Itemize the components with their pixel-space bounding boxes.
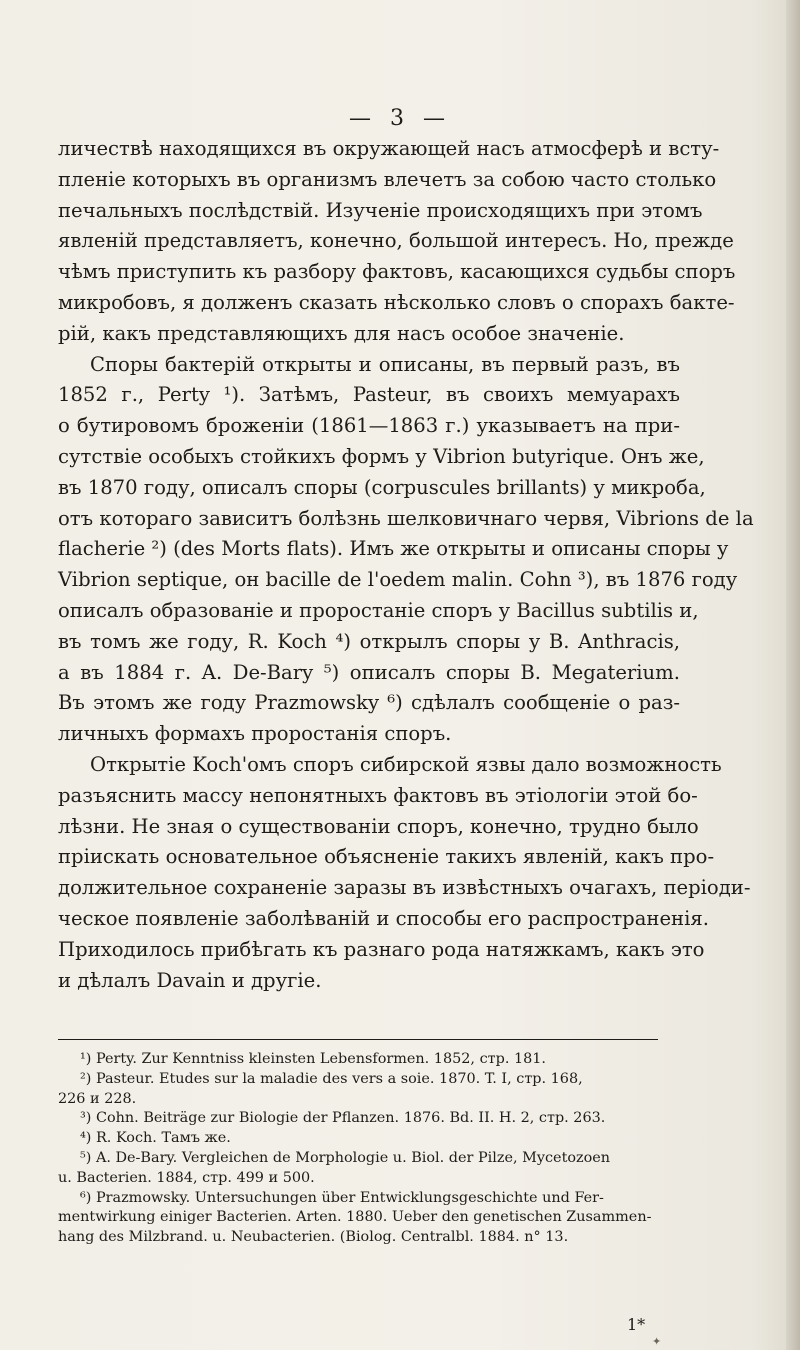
text-line: Споры бактерій открыты и описаны, въ первый разъ, въ [90,352,680,376]
text-line: рій, какъ представляющихъ для насъ особое значеніе. [58,321,625,345]
body-text [58,134,754,996]
page-number: — 3 — [349,106,451,131]
ink-speck: ✦ [652,1335,662,1348]
footnotes [58,1050,670,1248]
footnote-line: ¹) Perty. Zur Kenntniss kleinsten Lebensformen. 1852, стр. 181. [80,1051,547,1067]
text-line: личныхъ формахъ проростанія споръ. [58,722,452,746]
footnote-line: hang des Milzbrand. u. Neubacterien. (Biolog. Centralbl. 1884. n° 13. [58,1229,569,1246]
signature-mark: 1* [627,1315,646,1334]
text-line: въ томъ же году, R. Koch ⁴) открылъ споры у B. Anthracis, [58,629,680,653]
footnote-divider [58,1039,658,1040]
text-line: лѣзни. Не зная о существованіи споръ, конечно, трудно было [58,814,699,838]
footnote-line: ⁴) R. Koch. Тамъ же. [80,1130,231,1147]
text-line: и дѣлалъ Davain и другіе. [58,968,322,992]
text-line: печальныхъ послѣдствій. Изученіе происходящихъ при этомъ [58,198,703,222]
text-line: Vibrion septique, он bacille de l'oedem malin. Cohn ³), въ 1876 году [58,568,738,592]
text-line: Открытіе Koch'омъ споръ сибирской язвы дало возможность [90,752,722,776]
text-line: ческое появленіе заболѣваній и способы его распространенія. [58,906,709,930]
text-line: Въ этомъ же году Prazmowsky ⁶) сдѣлалъ сообщеніе о раз- [58,691,680,715]
page-edge [786,0,800,1350]
text-line: должительное сохраненіе заразы въ извѣстныхъ очагахъ, періоди- [58,876,751,900]
footnote-line: ⁵) A. De-Bary. Vergleichen de Morphologie u. Biol. der Pilze, Mycetozoen [80,1149,611,1166]
text-line: пленіе которыхъ въ организмъ влечетъ за собою часто столько [58,167,717,191]
footnote-line: ²) Pasteur. Etudes sur la maladie des vers a soie. 1870. T. I, стр. 168, [80,1070,583,1087]
footnote-line: 226 и 228. [58,1090,137,1107]
text-line: разъяснить массу непонятныхъ фактовъ въ этіологіи этой бо- [58,783,698,807]
text-line: о бутировомъ броженіи (1861—1863 г.) указываетъ на при- [58,414,680,438]
footnote-line: u. Bacterien. 1884, стр. 499 и 500. [58,1169,315,1186]
footnote-line: ⁶) Prazmowsky. Untersuchungen über Entwicklungsgeschichte und Fer- [80,1189,604,1206]
footnote-line: ³) Cohn. Beiträge zur Biologie der Pflanzen. 1876. Bd. II. H. 2, стр. 263. [80,1110,606,1127]
text-line: flacherie ²) (des Morts flats). Имъ же открыты и описаны споры у [58,537,729,561]
text-line: чѣмъ приступить къ разбору фактовъ, касающихся судьбы споръ [58,260,736,284]
footnote-line: mentwirkung einiger Bacterien. Arten. 1880. Ueber den genetischen Zusammen- [58,1209,652,1226]
text-line: личествѣ находящихся въ окружающей насъ атмосферѣ и всту- [58,137,720,160]
text-line: пріискать основательное объясненіе такихъ явленій, какъ про- [58,845,715,869]
text-line: 1852 г., Perty ¹). Затѣмъ, Pasteur, въ своихъ мемуарахъ [58,383,680,407]
text-line: описалъ образованіе и проростаніе споръ у Bacillus subtilis и, [58,598,699,622]
text-line: отъ котораго зависитъ болѣзнь шелковичнаго червя, Vibrions de la [58,506,754,530]
text-line: сутствіе особыхъ стойкихъ формъ у Vibrion butyrique. Онъ же, [58,444,705,468]
text-line: явленій представляетъ, конечно, большой интересъ. Но, прежде [58,229,734,253]
text-line: а въ 1884 г. A. De-Bary ⁵) описалъ споры B. Megaterium. [58,660,680,684]
text-line: Приходилось прибѣгать къ разнаго рода натяжкамъ, какъ это [58,937,705,961]
text-line: въ 1870 году, описалъ споры (corpuscules brillants) у микроба, [58,475,706,499]
text-line: микробовъ, я долженъ сказать нѣсколько словъ о спорахъ бакте- [58,290,735,314]
